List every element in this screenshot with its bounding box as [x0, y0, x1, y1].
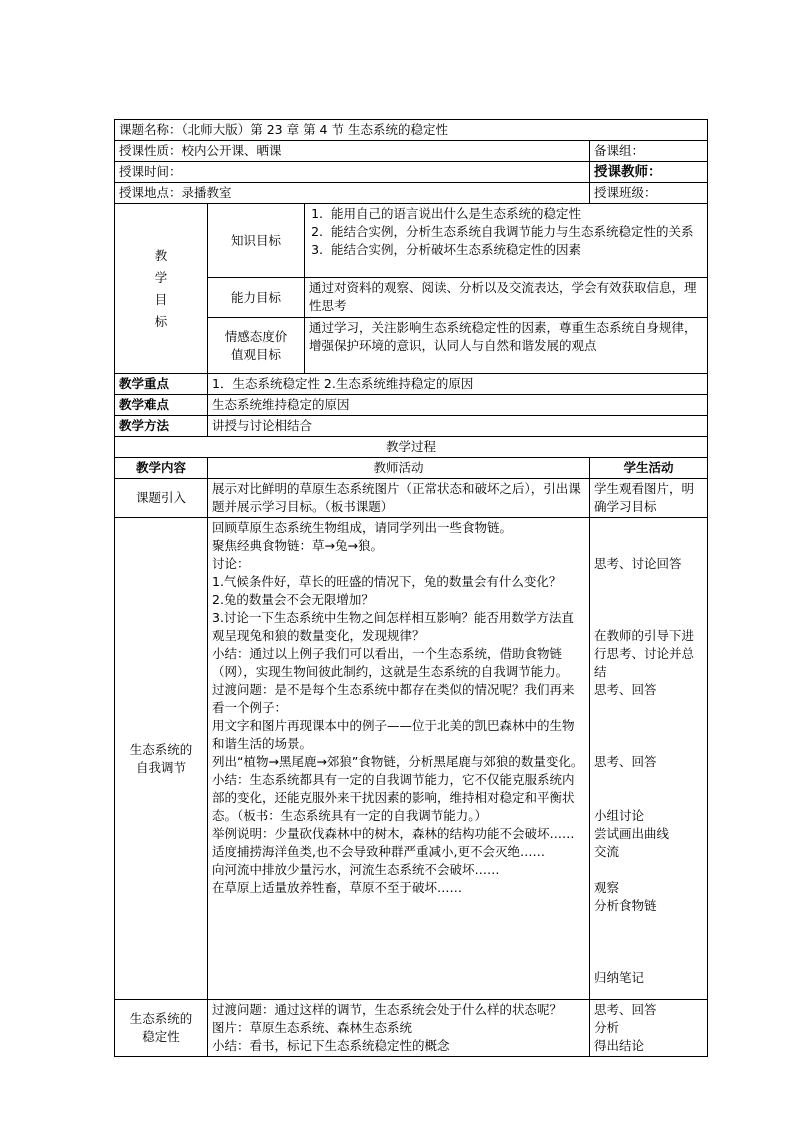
content-cell: 课题引入: [115, 479, 208, 518]
content-cell: 生态系统的 稳定性: [115, 1000, 208, 1057]
focus-label: 教学重点: [115, 374, 208, 395]
course-name: 课题名称：（北师大版）第 23 章 第 4 节 生态系统的稳定性: [115, 120, 708, 141]
teacher-activity-cell: 过渡问题：通过这样的调节，生态系统会处于什么样的状态呢？ 图片：草原生态系统、森林生态系统 小结：看书，标记下生态系统稳定性的概念: [208, 1000, 590, 1057]
process-title-row: [115, 437, 708, 458]
location-row: [115, 183, 708, 204]
teacher-name: 授课教师：: [590, 162, 708, 183]
process-row-intro: [115, 479, 708, 518]
time-row: [115, 162, 708, 183]
lesson-time: 授课时间：: [115, 162, 590, 183]
teacher-activity-cell: 回顾草原生态系统生物组成，请同学列出一些食物链。 聚焦经典食物链：草→兔→狼。 讨论： 1.气候条件好，草长的旺盛的情况下，兔的数量会有什么变化？ 2.兔的数量会不会无限增加？ 3.讨论一下生态系统中生物之间怎样相互影响？能否用数学方法直观呈现兔和狼的数量变化，发现规律？ 小结：通过以上例子我们可以看出，一个生态系统，借助食物链（网），实现生物间彼此制约，这就是生态系统的自我调节能力。 过渡问题：是不是每个生态系统中都存在类似的情况呢？我们再来看一个例子： 用文字和图片再现课本中的例子——位于北美的凯巴森林中的生物和谐生活的场景。 列出“植物→黑尾鹿→郊狼”食物链，分析黑尾鹿与郊狼的数量变化。 小结：生态系统都具有一定的自我调节能力，它不仅能克服系统内部的变化，还能克服外来干扰因素的影响，维持相对稳定和平衡状态。（板书：生态系统具有一定的自我调节能力。） 举例说明：少量砍伐森林中的树木，森林的结构功能不会破坏…… 适度捕捞海洋鱼类,也不会导致种群严重减小,更不会灭绝…… 向河流中排放少量污水，河流生态系统不会破坏…… 在草原上适量放养牲畜，草原不至于破坏……: [208, 518, 590, 1000]
course-name-row: [115, 120, 708, 141]
student-activity-cell: 思考、讨论回答 在教师的引导下进行思考、讨论并总结 思考、回答 思考、回答 小组讨论 尝试画出曲线 交流 观察 分析食物链 归纳笔记: [590, 518, 708, 1000]
lesson-class: 授课班级：: [590, 183, 708, 204]
col-content-header: 教学内容: [115, 458, 208, 479]
col-student-header: 学生活动: [590, 458, 708, 479]
knowledge-goal-item: 2. 能结合实例，分析生态系统自我调节能力与生态系统稳定性的关系: [327, 223, 703, 241]
process-row-self-regulation: [115, 518, 708, 1000]
method-label: 教学方法: [115, 416, 208, 437]
lesson-nature: 授课性质：校内公开课、晒课: [115, 141, 590, 162]
student-activity-cell: 思考、回答 分析 得出结论: [590, 1000, 708, 1057]
nature-row: [115, 141, 708, 162]
focus-row: [115, 374, 708, 395]
method-text: 讲授与讨论相结合: [208, 416, 708, 437]
process-title: 教学过程: [115, 437, 708, 458]
emotion-goal-label: 情感态度价 值观目标: [208, 318, 305, 374]
student-activity-cell: 学生观看图片，明确学习目标: [590, 479, 708, 518]
knowledge-goal-item: 1. 能用自己的语言说出什么是生态系统的稳定性: [327, 205, 703, 223]
difficulty-row: [115, 395, 708, 416]
difficulty-label: 教学难点: [115, 395, 208, 416]
knowledge-goal-label: 知识目标: [208, 204, 305, 278]
process-row-stability: [115, 1000, 708, 1057]
ability-goal-label: 能力目标: [208, 278, 305, 318]
method-row: [115, 416, 708, 437]
difficulty-text: 生态系统维持稳定的原因: [208, 395, 708, 416]
lesson-location: 授课地点：录播教室: [115, 183, 590, 204]
knowledge-goal-row: [115, 204, 708, 278]
knowledge-goal-item: 3. 能结合实例，分析破坏生态系统稳定性的因素: [327, 241, 703, 259]
emotion-goal-text: 通过学习，关注影响生态系统稳定性的因素，尊重生态系统自身规律，增强保护环境的意识，认同人与自然和谐发展的观点: [305, 318, 708, 374]
focus-text: 1．生态系统稳定性 2.生态系统维持稳定的原因: [208, 374, 708, 395]
process-header-row: [115, 458, 708, 479]
lesson-plan-table: [114, 119, 708, 1057]
ability-goal-text: 通过对资料的观察、阅读、分析以及交流表达，学会有效获取信息，理性思考: [305, 278, 708, 318]
knowledge-goal-list: [305, 204, 708, 278]
prep-group: 备课组：: [590, 141, 708, 162]
col-teacher-header: 教师活动: [208, 458, 590, 479]
content-cell: 生态系统的 自我调节: [115, 518, 208, 1000]
teacher-activity-cell: 展示对比鲜明的草原生态系统图片（正常状态和破坏之后），引出课题并展示学习目标。（板书课题）: [208, 479, 590, 518]
objectives-section-label: 教 学 目 标: [115, 204, 208, 374]
